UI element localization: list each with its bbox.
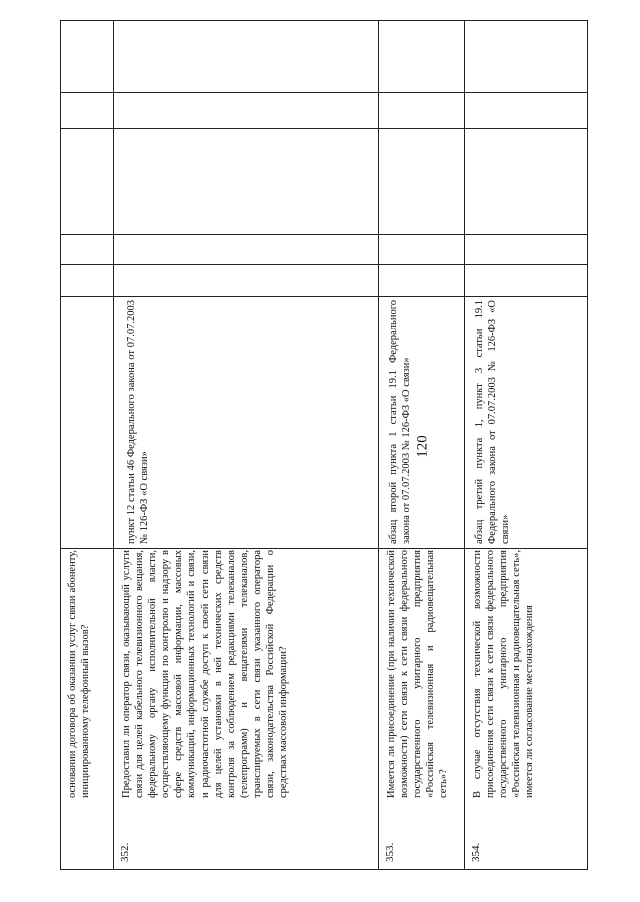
row-353-question: Имеется ли присоединение (при наличии технической возможности) сети связи к сети связи федерального государственного унитарного предприятия «Российская телевизионная и радиовещательная сеть»? (386, 550, 450, 798)
col-divider-question (60, 548, 588, 549)
col-divider-number (60, 92, 588, 93)
row-352-number: 352. (119, 842, 131, 862)
col-divider-b (60, 234, 588, 235)
row-354-number: 354. (470, 842, 482, 862)
col-divider-law (60, 296, 588, 297)
row-0-question: основании договора об оказании услуг связи абоненту, инициированному телефонный вызов? (67, 550, 92, 798)
row-divider-3 (464, 20, 465, 870)
row-352-law: пункт 12 статьи 46 Федерального закона от 07.07.2003 № 126-ФЗ «О связи» (126, 300, 151, 544)
col-divider-c (60, 128, 588, 129)
row-352-question: Предоставил ли оператор связи, оказывающий услуги связи для целей кабельного телевизионного вещания, федеральному органу исполнительной власти, осуществляющему функции по контролю и надзору в сфере средств массовой информации, массовых коммуникаций, информационных технологий и связи, и радиочастотной службе доступ к своей сети связи для целей установки в ней технических средств контроля за соблюдением редакциями телеканалов (телепрограмм) и вещателями телеканалов, транслируемых в сети связи указанного оператора связи, законодательства Российской Федерации о средствах массовой информации? (121, 550, 290, 798)
col-divider-a (60, 264, 588, 265)
row-354-law: абзац третий пункта 1, пункт 3 статьи 19.1 Федерального закона от 07.07.2003 № 126-ФЗ «О связи» (474, 300, 512, 544)
row-353-law: абзац второй пункта 1 статьи 19.1 Федерального закона от 07.07.2003 № 126-ФЗ «О связи» (388, 300, 413, 544)
page-number: 120 (414, 435, 431, 458)
row-divider-1 (113, 20, 114, 870)
row-354-question: В случае отсутствия технической возможности присоединения сети связи к сети связи федерального государственного унитарного предприятия «Российская телевизионная и радиовещательная сеть», имеется ли согласование местонахождения (472, 550, 536, 798)
row-353-number: 353. (384, 842, 396, 862)
row-divider-2 (378, 20, 379, 870)
